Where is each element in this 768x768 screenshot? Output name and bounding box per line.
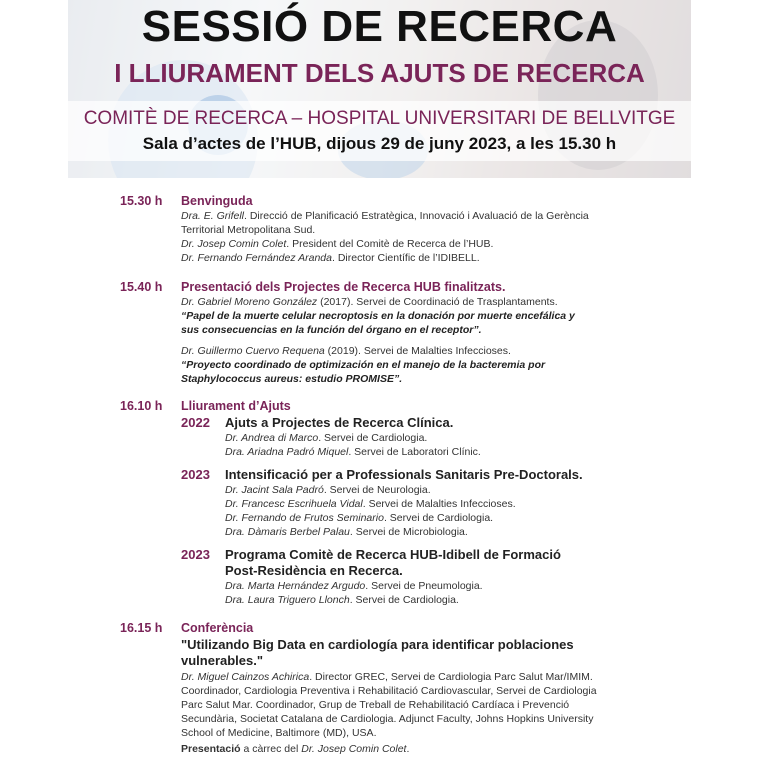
recipient-name: Dra. Marta Hernández Argudo — [225, 580, 366, 592]
time-1540: 15.40 h — [120, 280, 163, 294]
grant-title: Intensificació per a Professionals Sanitaris Pre-Doctorals. — [225, 467, 583, 482]
grant-year: 2023 — [181, 547, 210, 562]
section-title-conference: Conferència — [181, 621, 254, 635]
recipient-line: Dra. Ariadna Padró Miquel. Servei de Laboratori Clínic. — [225, 446, 481, 458]
recipient-line: Dr. Jacint Sala Padró. Servei de Neurologia. — [225, 484, 431, 496]
recipient-line: Dra. Dàmaris Berbel Palau. Servei de Microbiologia. — [225, 526, 468, 538]
speaker-line: Dr. Gabriel Moreno González (2017). Servei de Coordinació de Trasplantaments. — [181, 296, 558, 308]
speaker-line: Dr. Josep Comin Colet. President del Comitè de Recerca de l’HUB. — [181, 238, 494, 250]
recipient-name: Dra. Laura Triguero Llonch — [225, 594, 350, 606]
speaker-name: Dr. Gabriel Moreno González — [181, 296, 318, 308]
project-title: Staphylococcus aureus: estudio PROMISE”. — [181, 373, 403, 385]
grant-title: Programa Comitè de Recerca HUB-Idibell de Formació — [225, 547, 561, 562]
speaker-name: Dr. Fernando Fernández Aranda — [181, 252, 332, 264]
conference-title: "Utilizando Big Data en cardiología para identificar poblaciones — [181, 637, 574, 652]
recipient-line: Dra. Marta Hernández Argudo. Servei de Pneumologia. — [225, 580, 483, 592]
speaker-name: Dr. Josep Comin Colet — [181, 238, 287, 250]
page-title: SESSIÓ DE RECERCA — [141, 2, 618, 51]
speaker-bio: Coordinador, Cardiologia Preventiva i Rehabilitació Cardiovascular, Servei de Cardiologia — [181, 685, 597, 697]
project-title: “Papel de la muerte celular necroptosis en la donación por muerte encefálica y — [181, 310, 575, 322]
speaker-line: Dr. Fernando Fernández Aranda. Director Científic de l’IDIBELL. — [181, 252, 480, 264]
time-1530: 15.30 h — [120, 194, 163, 208]
grant-title: Ajuts a Projectes de Recerca Clínica. — [225, 415, 454, 430]
recipient-line: Dr. Andrea di Marco. Servei de Cardiologia. — [225, 432, 428, 444]
section-title-grants: Lliurament d’Ajuts — [181, 399, 291, 413]
recipient-line: Dr. Francesc Escrihuela Vidal. Servei de Malalties Infeccioses. — [225, 498, 516, 510]
presenter-name: Dr. Josep Comin Colet — [301, 743, 407, 755]
recipient-name: Dr. Jacint Sala Padró — [225, 484, 324, 496]
grant-year: 2022 — [181, 415, 210, 430]
recipient-name: Dr. Andrea di Marco — [225, 432, 319, 444]
speaker-line: Territorial Metropolitana Sud. — [181, 224, 316, 236]
conference-title: vulnerables." — [181, 653, 264, 668]
speaker-name: Dra. E. Grifell — [181, 210, 245, 222]
speaker-bio: Dr. Miguel Cainzos Achirica. Director GREC, Servei de Cardiologia Parc Salut Mar/IMIM. — [181, 671, 593, 683]
time-1615: 16.15 h — [120, 621, 163, 635]
venue-date: Sala d’actes de l’HUB, dijous 29 de juny 2023, a les 15.30 h — [142, 134, 617, 153]
speaker-bio: Parc Salut Mar. Coordinador, Grup de Treball de Rehabilitació Cardíaca i Prevenció — [181, 699, 570, 711]
organizer: COMITÈ DE RECERCA – HOSPITAL UNIVERSITARI DE BELLVITGE — [83, 108, 676, 129]
recipient-name: Dra. Ariadna Padró Miquel — [225, 446, 349, 458]
section-title-projects: Presentació dels Projectes de Recerca HUB finalitzats. — [181, 280, 506, 294]
recipient-name: Dr. Fernando de Frutos Seminario — [225, 512, 384, 524]
grant-title: Post-Residència en Recerca. — [225, 563, 403, 578]
recipient-line: Dr. Fernando de Frutos Seminario. Servei de Cardiologia. — [225, 512, 494, 524]
speaker-line: Dr. Guillermo Cuervo Requena (2019). Servei de Malalties Infeccioses. — [181, 345, 511, 357]
speaker-name: Dr. Miguel Cainzos Achirica — [181, 671, 310, 683]
time-1610: 16.10 h — [120, 399, 163, 413]
presenter-line: Presentació a càrrec del Dr. Josep Comin Colet. — [181, 743, 410, 755]
page-subtitle: I LLIURAMENT DELS AJUTS DE RECERCA — [114, 58, 645, 88]
speaker-bio: School of Medicine, Baltimore (MD), USA. — [181, 727, 377, 739]
project-title: sus consecuencias en la función del órgano en el receptor”. — [181, 324, 482, 336]
recipient-name: Dr. Francesc Escrihuela Vidal — [225, 498, 363, 510]
recipient-name: Dra. Dàmaris Berbel Palau — [225, 526, 350, 538]
presenter-label: Presentació — [181, 743, 241, 755]
grant-year: 2023 — [181, 467, 210, 482]
section-title-welcome: Benvinguda — [181, 194, 253, 208]
recipient-line: Dra. Laura Triguero Llonch. Servei de Cardiologia. — [225, 594, 459, 606]
project-title: “Proyecto coordinado de optimización en el manejo de la bacteremia por — [181, 359, 546, 371]
speaker-line: Dra. E. Grifell. Direcció de Planificació Estratègica, Innovació i Avaluació de la Gerència — [181, 210, 589, 222]
speaker-name: Dr. Guillermo Cuervo Requena — [181, 345, 325, 357]
speaker-bio: Secundària, Societat Catalana de Cardiologia. Adjunct Faculty, Johns Hopkins University — [181, 713, 594, 725]
header-banner — [68, 0, 691, 178]
